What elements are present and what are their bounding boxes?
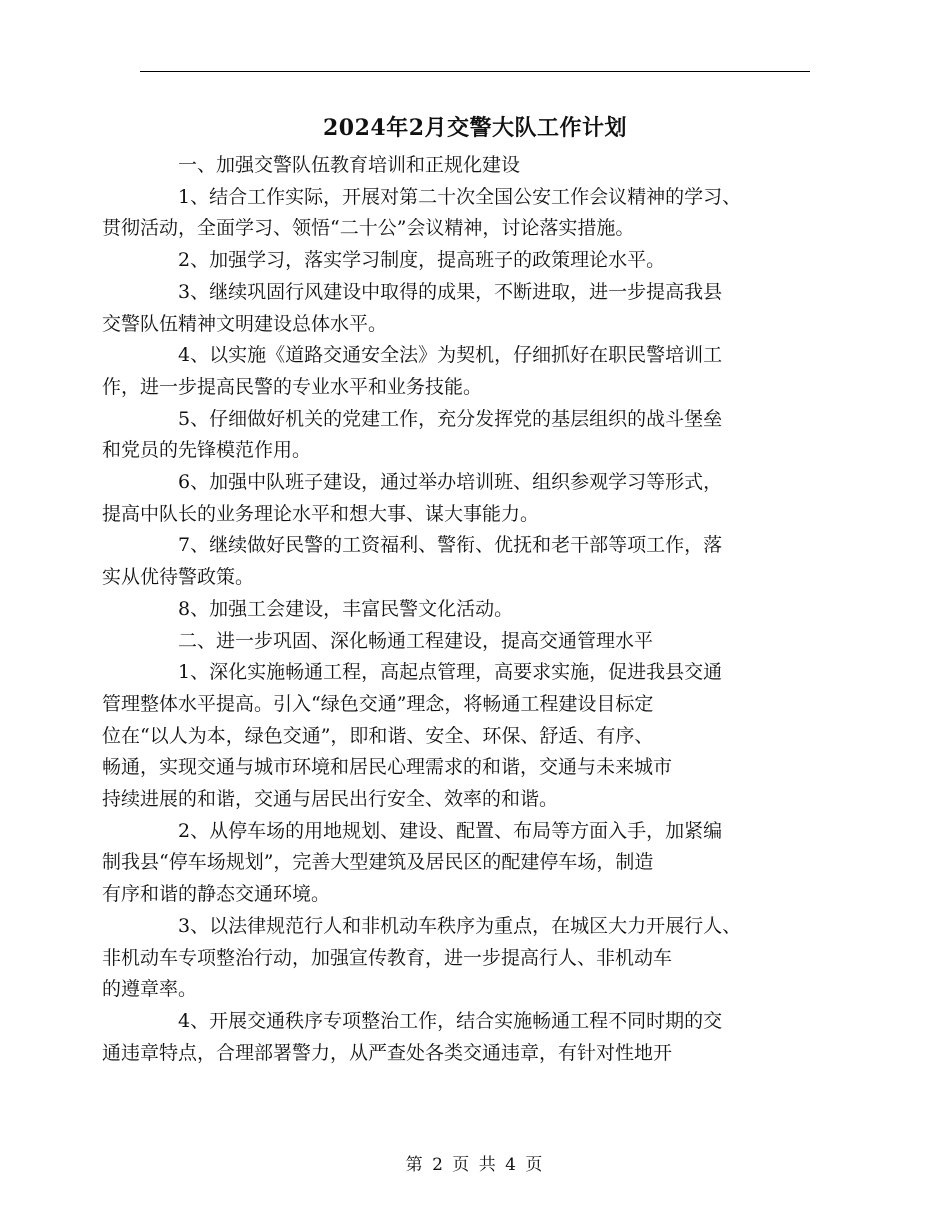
paragraph [102,530,820,593]
paragraph [102,182,820,245]
document-body [102,150,820,1069]
document-title: 2024年2月交警大队工作计划 [322,115,628,141]
text-line: 畅通，实现交通与城市环境和居民心理需求的和谐，交通与未来城市 [102,756,673,779]
text-line: 位在“以人为本，绿色交通”，即和谐、安全、环保、舒适、有序、 [102,724,654,747]
text-line: 6、加强中队班子建设，通过举办培训班、组织参观学习等形式， [178,471,723,494]
paragraph [140,594,820,626]
text-line: 非机动车专项整治行动，加强宣传教育，进一步提高行人、非机动车 [102,946,673,969]
text-line: 一、加强交警队伍教育培训和正规化建设 [178,154,521,176]
paragraph [140,150,820,182]
paragraph [102,1006,820,1069]
paragraph [102,657,820,816]
paragraph [102,911,820,1006]
text-line: 3、继续巩固行风建设中取得的成果，不断进取，进一步提高我县 [178,280,723,303]
paragraph [102,340,820,403]
text-line: 的遵章率。 [102,978,198,1001]
text-line: 和党员的先锋模范作用。 [102,439,312,462]
text-line: 1、结合工作实际，开展对第二十次全国公安工作会议精神的学习、 [178,185,742,208]
text-line: 有序和谐的静态交通环境。 [102,883,331,906]
text-line: 管理整体水平提高。引入“绿色交通”理念，将畅通工程建设目标定 [102,692,654,715]
text-line: 5、仔细做好机关的党建工作，充分发挥党的基层组织的战斗堡垒 [178,407,723,430]
text-line: 二、进一步巩固、深化畅通工程建设，提高交通管理水平 [178,629,654,652]
text-line: 8、加强工会建设，丰富民警文化活动。 [178,597,514,620]
text-line: 2、加强学习，落实学习制度，提高班子的政策理论水平。 [178,249,666,272]
text-line: 贯彻活动，全面学习、领悟“二十公”会议精神，讨论落实措施。 [102,217,635,240]
text-line: 制我县“停车场规划”，完善大型建筑及居民区的配建停车场，制造 [102,851,654,874]
text-line: 2、从停车场的用地规划、建设、配置、布局等方面入手，加紧编 [178,819,723,842]
text-line: 1、深化实施畅通工程，高起点管理，高要求实施，促进我县交通 [178,661,723,684]
text-line: 提高中队长的业务理论水平和想大事、谋大事能力。 [102,502,540,525]
paragraph [102,277,820,340]
text-line: 持续进展的和谐，交通与居民出行安全、效率的和谐。 [102,788,559,811]
paragraph [140,245,820,277]
text-line: 4、开展交通秩序专项整治工作，结合实施畅通工程不同时期的交 [178,1009,723,1032]
text-line: 3、以法律规范行人和非机动车秩序为重点，在城区大力开展行人、 [178,914,742,937]
page-number: 第 2 页 共 4 页 [405,1155,545,1175]
paragraph [140,626,820,658]
text-line: 实从优待警政策。 [102,566,255,589]
paragraph [102,404,820,467]
text-line: 交警队伍精神文明建设总体水平。 [102,312,388,335]
text-line: 4、以实施《道路交通安全法》为契机，仔细抓好在职民警培训工 [178,344,723,367]
text-line: 通违章特点，合理部署警力，从严查处各类交通违章，有针对性地开 [102,1041,673,1064]
text-line: 7、继续做好民警的工资福利、警衔、优抚和老干部等项工作，落 [178,534,723,557]
text-line: 作，进一步提高民警的专业水平和业务技能。 [102,375,483,398]
paragraph [102,816,820,911]
header-rule [140,71,810,72]
paragraph [102,467,820,530]
